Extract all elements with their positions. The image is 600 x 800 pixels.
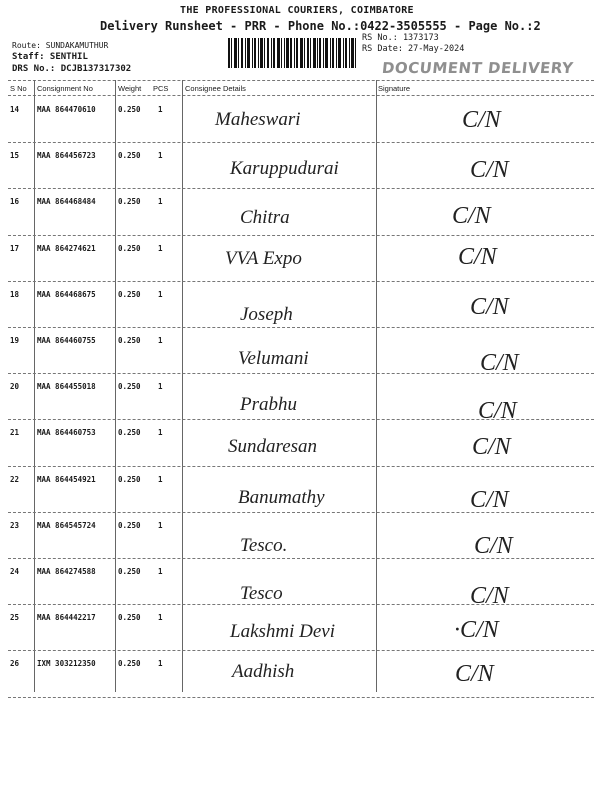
rs-number: RS No.: 1373173: [362, 33, 439, 43]
row-consignment-no: MAA 864456723: [37, 151, 96, 161]
row-consignee-name: Chitra: [240, 207, 290, 229]
row-signature: C/N: [478, 398, 517, 425]
row-divider: [8, 512, 594, 513]
row-weight: 0.250: [118, 613, 141, 623]
column-divider: [182, 80, 183, 692]
row-pcs: 1: [158, 567, 163, 576]
runsheet-title: Delivery Runsheet - PRR - Phone No.:0422-3505555 - Page No.:2: [100, 19, 541, 33]
row-weight: 0.250: [118, 243, 141, 253]
row-pcs: 1: [158, 243, 163, 253]
row-consignment-no: MAA 864545724: [37, 520, 96, 530]
row-divider: [8, 419, 594, 420]
row-weight: 0.250: [118, 151, 141, 161]
row-consignee-name: Aadhish: [232, 661, 295, 683]
row-divider: [8, 235, 594, 236]
row-divider: [8, 142, 594, 143]
column-divider: [34, 80, 35, 692]
row-consignee-name: Joseph: [240, 303, 293, 325]
document-delivery-stamp: DOCUMENT DELIVERY: [381, 59, 575, 77]
row-consignment-no: MAA 864460753: [37, 428, 96, 438]
row-consignee-name: Tesco.: [240, 534, 288, 556]
row-divider: [8, 697, 594, 698]
column-header-weight: Weight: [118, 84, 142, 93]
column-header-consignment: Consignment No: [37, 84, 93, 93]
row-signature: C/N: [455, 661, 494, 688]
row-consignment-no: MAA 864455018: [37, 382, 96, 392]
row-divider: [8, 466, 594, 467]
staff-label: Staff: SENTHIL: [12, 52, 88, 62]
row-consignment-no: MAA 864460755: [37, 336, 96, 345]
row-sno: 26: [10, 659, 20, 669]
row-pcs: 1: [158, 520, 163, 530]
row-pcs: 1: [158, 289, 163, 299]
drs-number: DRS No.: DCJB137317302: [12, 64, 132, 74]
row-signature: C/N: [474, 532, 513, 559]
row-consignment-no: MAA 864274621: [37, 243, 96, 253]
row-signature: C/N: [470, 157, 509, 184]
row-consignee-name: Tesco: [240, 583, 283, 604]
row-sno: 25: [10, 613, 20, 623]
row-signature: C/N: [472, 434, 511, 461]
row-consignee-name: VVA Expo: [225, 247, 302, 269]
column-header-pcs: PCS: [153, 84, 169, 93]
row-consignee-name: Sundaresan: [228, 436, 318, 458]
row-weight: 0.250: [118, 382, 141, 392]
row-weight: 0.250: [118, 567, 141, 576]
row-divider: [8, 281, 594, 282]
row-pcs: 1: [158, 474, 163, 484]
row-divider: [8, 327, 594, 328]
row-consignment-no: MAA 864468675: [37, 289, 96, 299]
row-sno: 17: [10, 243, 20, 253]
row-pcs: 1: [158, 613, 163, 623]
barcode: [228, 38, 356, 68]
row-consignment-no: MAA 864274588: [37, 567, 96, 576]
header-top-rule: [8, 80, 594, 81]
row-weight: 0.250: [118, 105, 141, 114]
row-consignment-no: IXM 303212350: [37, 659, 96, 669]
row-sno: 15: [10, 151, 20, 161]
row-weight: 0.250: [118, 197, 141, 207]
row-consignee-name: Banumathy: [238, 486, 325, 508]
row-pcs: 1: [158, 197, 163, 207]
row-signature: C/N: [470, 486, 509, 513]
row-pcs: 1: [158, 659, 163, 669]
row-signature: C/N: [470, 293, 509, 320]
row-sno: 18: [10, 289, 20, 299]
row-consignee-name: Lakshmi Devi: [230, 621, 336, 643]
row-signature: C/N: [470, 583, 509, 609]
row-pcs: 1: [158, 428, 163, 438]
row-sno: 14: [10, 105, 20, 114]
row-signature: C/N: [462, 107, 501, 133]
rs-date: RS Date: 27-May-2024: [362, 44, 465, 54]
row-divider: [8, 188, 594, 189]
row-weight: 0.250: [118, 428, 141, 438]
column-header-signature: Signature: [378, 84, 411, 93]
column-divider: [376, 80, 377, 692]
row-weight: 0.250: [118, 336, 141, 345]
row-pcs: 1: [158, 382, 163, 392]
row-consignee-name: Prabhu: [240, 394, 297, 416]
company-name: THE PROFESSIONAL COURIERS, COIMBATORE: [180, 5, 414, 16]
row-consignee-name: Karuppudurai: [230, 158, 339, 180]
row-pcs: 1: [158, 336, 163, 345]
row-pcs: 1: [158, 151, 163, 161]
row-consignment-no: MAA 864468484: [37, 197, 96, 207]
column-header-details: Consignee Details: [185, 84, 246, 93]
row-divider: [8, 558, 594, 559]
row-consignment-no: MAA 864442217: [37, 613, 96, 623]
header-bottom-rule: [8, 95, 594, 96]
row-divider: [8, 373, 594, 374]
row-sno: 22: [10, 474, 20, 484]
row-divider: [8, 604, 594, 605]
row-signature: C/N: [452, 203, 491, 230]
row-signature: C/N: [458, 243, 497, 270]
row-consignee-name: Velumani: [238, 348, 309, 369]
column-divider: [115, 80, 116, 692]
route-label: Route: SUNDAKAMUTHUR: [12, 41, 109, 50]
row-consignment-no: MAA 864470610: [37, 105, 96, 114]
row-sno: 23: [10, 520, 20, 530]
row-sno: 21: [10, 428, 20, 438]
row-sno: 16: [10, 197, 20, 207]
row-weight: 0.250: [118, 520, 141, 530]
row-weight: 0.250: [118, 474, 141, 484]
row-weight: 0.250: [118, 289, 141, 299]
row-sno: 24: [10, 567, 20, 576]
row-consignee-name: Maheswari: [215, 109, 301, 130]
row-weight: 0.250: [118, 659, 141, 669]
row-signature: C/N: [480, 350, 519, 376]
row-sno: 19: [10, 336, 20, 345]
row-signature: ·C/N: [454, 617, 499, 644]
column-header-sno: S No: [10, 84, 27, 93]
row-consignment-no: MAA 864454921: [37, 474, 96, 484]
row-pcs: 1: [158, 105, 163, 114]
row-sno: 20: [10, 382, 20, 392]
row-divider: [8, 650, 594, 651]
